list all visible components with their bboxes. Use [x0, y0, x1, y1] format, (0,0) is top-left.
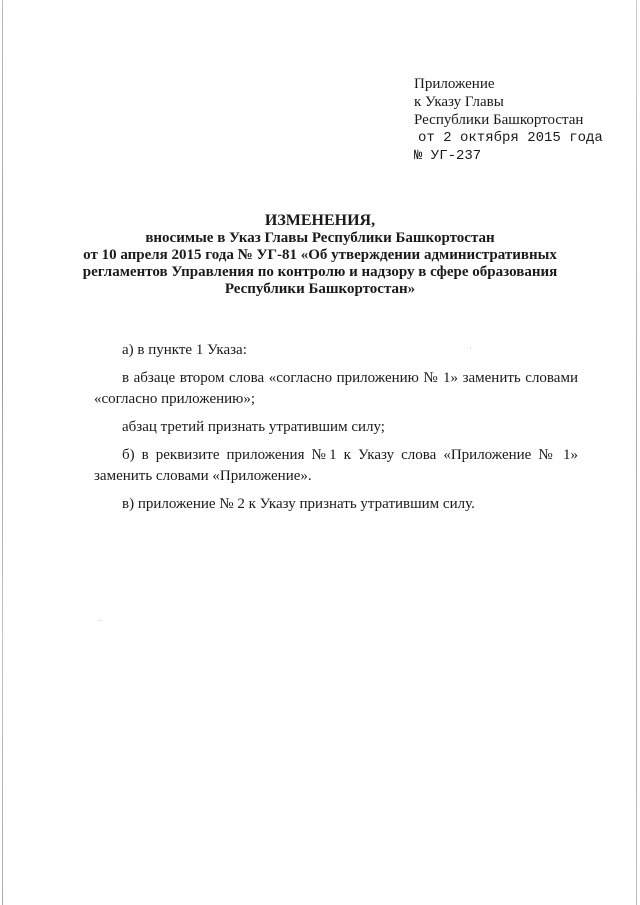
- document-body: [94, 340, 578, 522]
- scan-edge-right: [636, 0, 637, 905]
- scan-edge-left: [2, 0, 3, 905]
- paragraph-c: в) приложение № 2 к Указу признать утратившим силу.: [122, 496, 475, 512]
- title-line-2: от 10 апреля 2015 года № УГ-81 «Об утверждении административных: [83, 247, 557, 263]
- paragraph-a-2: абзац третий признать утратившим силу;: [122, 419, 385, 435]
- title-line-1: вносимые в Указ Главы Республики Башкортостан: [145, 230, 495, 246]
- scan-speck: [470, 348, 471, 349]
- title-line-3: регламентов Управления по контролю и надзору в сфере образования: [82, 264, 558, 280]
- title-line-4: Республики Башкортостан»: [224, 281, 416, 297]
- paragraph-a-1: в абзаце втором слова «согласно приложению № 1» заменить словами «согласно приложению»;: [94, 370, 578, 407]
- attachment-line-3: Республики Башкортостан: [414, 112, 584, 128]
- attachment-line-2: к Указу Главы: [414, 94, 504, 110]
- document-title: [70, 212, 570, 298]
- paragraph-a: а) в пункте 1 Указа:: [122, 342, 247, 358]
- title-heading: ИЗМЕНЕНИЯ,: [264, 212, 376, 229]
- attachment-line-1: Приложение: [414, 76, 495, 92]
- paragraph-b: б) в реквизите приложения №1 к Указу слова «Приложение № 1» заменить словами «Приложение».: [94, 447, 578, 484]
- attachment-header: [414, 75, 603, 165]
- attachment-date: от 2 октября 2015 года: [418, 130, 603, 146]
- attachment-number: № УГ-237: [414, 148, 482, 164]
- scan-speck: [100, 620, 101, 621]
